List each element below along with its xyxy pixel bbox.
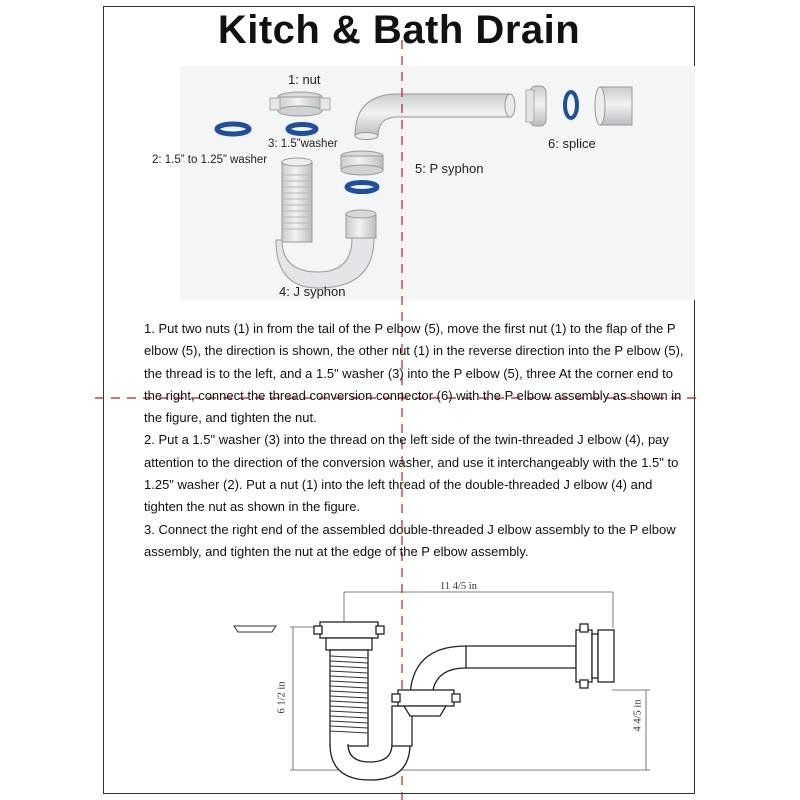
p-elbow-drawing — [392, 624, 614, 716]
page-title: Kitch & Bath Drain — [217, 8, 581, 52]
label-splice: 6: splice — [548, 136, 596, 151]
dimension-height-right: 4 4/5 in — [632, 699, 644, 732]
label-washer-15: 3: 1.5”washer — [268, 138, 338, 150]
label-p-syphon: 5: P syphon — [415, 161, 484, 176]
instruction-step-1: 1. Put two nuts (1) in from the tail of the P elbow (5), move the first nut (1) to the flap of the P elbow (5), the direction is shown, the other nut (1) in the reverse direction into the P elbow (5), the thread is to the left, and a 1.5" washer (3) into the P elbow (5), three At the corner end to the right, connect the thread conversion connector (6) with the P elbow assembly as shown in the figure, and tighten the nut. — [144, 321, 684, 426]
dimension-height-left: 6 1/2 in — [276, 681, 288, 714]
label-j-syphon: 4: J syphon — [279, 284, 346, 299]
instruction-step-2: 2. Put a 1.5" washer (3) into the thread on the left side of the twin-threaded J elbow (4), pay attention to the direction of the conversion washer, and use it interchangeably with the 1.5" to 1.25" washer (2). Put a nut (1) into the left thread of the double-threaded J elbow (4) and tighten the nut as shown in the figure. — [144, 432, 679, 515]
dimension-width: 11 4/5 in — [440, 581, 477, 592]
instruction-step-3: 3. Connect the right end of the assembled double-threaded J elbow assembly to the P elbow assembly, and tighten the nut at the edge of the P elbow assembly. — [144, 521, 676, 559]
washer-drawing — [234, 626, 276, 632]
label-nut: 1: nut — [288, 72, 321, 87]
label-washer-125: 2: 1.5” to 1.25” washer — [152, 154, 268, 166]
